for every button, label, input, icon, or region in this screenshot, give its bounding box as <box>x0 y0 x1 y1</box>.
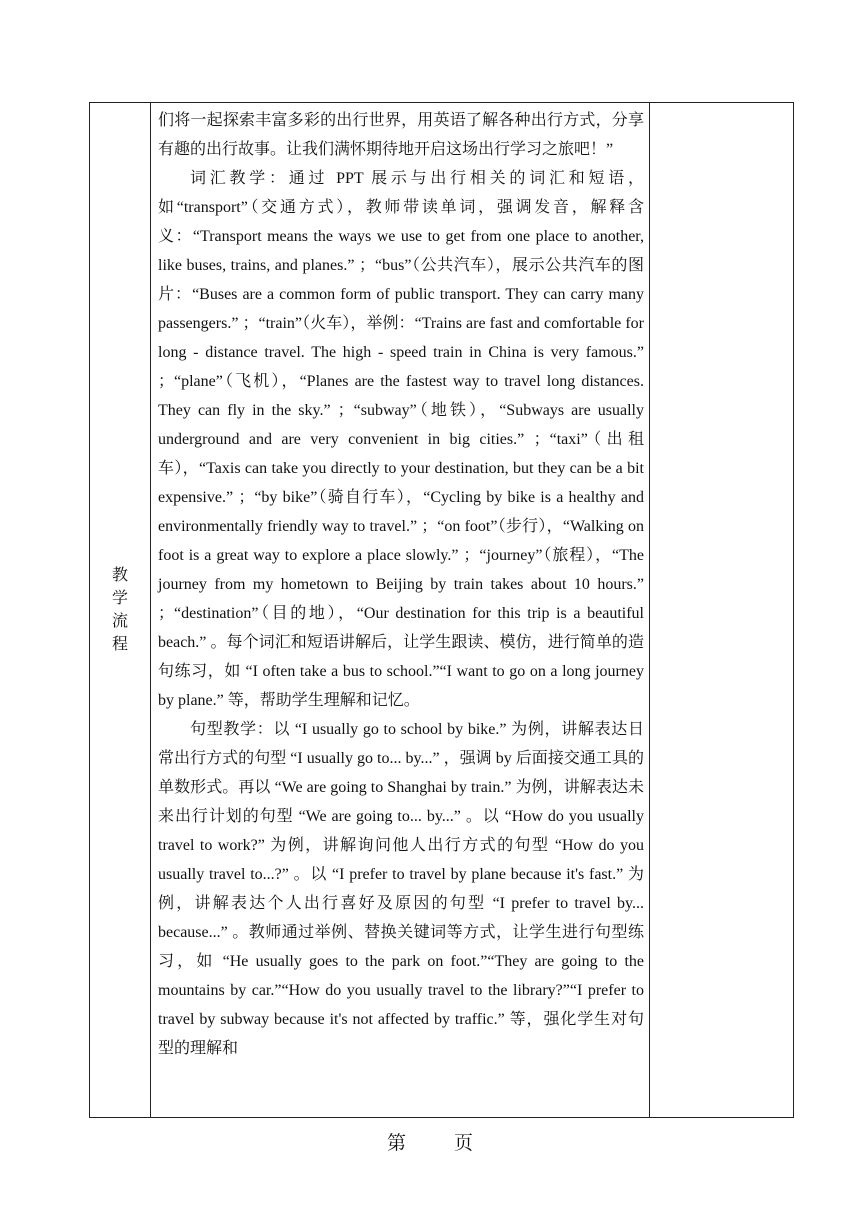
table-row <box>90 103 794 1118</box>
intro-paragraph: 们将一起探索丰富多彩的出行世界，用英语了解各种出行方式，分享有趣的出行故事。让我们满怀期待地开启这场出行学习之旅吧！” <box>158 112 644 158</box>
section-label-cell <box>90 103 151 1118</box>
section-label: 教学流程 <box>111 567 128 653</box>
lesson-plan-table <box>89 102 794 1118</box>
vocabulary-paragraph: 词汇教学：通过 PPT 展示与出行相关的词汇和短语，如“transport”（交通方式），教师带读单词，强调发音，解释含义：“Transport means the ways we use to get from one place to another, like buses, trains, and planes.” ；“bus”（公共汽车），展示公共汽车的图片：“Buses are a common form of public transport. They can carry many passengers.” ；“train”（火车），举例：“Trains are fast and comfortable for long - distance travel. The high - speed train in China is very famous.” ；“plane”（飞机），“Planes are the fastest way to travel long distances. They can fly in the sky.” ；“subway”（地铁），“Subways are usually underground and are very convenient in big cities.” ；“taxi”（出租车），“Taxis can take you directly to your destination, but they can be a bit expensive.” ；“by bike”（骑自行车），“Cycling by bike is a healthy and environmentally friendly way to travel.” ；“on foot”（步行），“Walking on foot is a great way to explore a place slowly.” ；“journey”（旅程），“The journey from my hometown to Beijing by train takes about 10 hours.” ；“destination”（目的地），“Our destination for this trip is a beautiful beach.” 。每个词汇和短语讲解后，让学生跟读、模仿，进行简单的造句练习，如 “I often take a bus to school.”“I want to go on a long journey by plane.” 等，帮助学生理解和记忆。 <box>158 170 644 709</box>
content-cell <box>151 103 650 1118</box>
page-footer <box>0 1128 860 1155</box>
footer-page-prefix: 第 <box>386 1133 406 1154</box>
footer-page-suffix: 页 <box>454 1133 474 1154</box>
content-body <box>151 103 649 1116</box>
note-cell <box>650 103 794 1118</box>
sentence-pattern-paragraph: 句型教学：以 “I usually go to school by bike.” 为例，讲解表达日常出行方式的句型 “I usually go to... by...” ，强调 by 后面接交通工具的单数形式。再以 “We are going to Shanghai by train.” 为例，讲解表达未来出行计划的句型 “We are going to... by...” 。以 “How do you usually travel to work?” 为例，讲解询问他人出行方式的句型 “How do you usually travel to...?” 。以 “I prefer to travel by plane because it's fast.” 为例，讲解表达个人出行喜好及原因的句型 “I prefer to travel by... because...” 。教师通过举例、替换关键词等方式，让学生进行句型练习，如 “He usually goes to the park on foot.”“They are going to the mountains by car.”“How do you usually travel to the library?”“I prefer to travel by subway because it's not affected by traffic.” 等，强化学生对句型的理解和 <box>158 721 644 1057</box>
